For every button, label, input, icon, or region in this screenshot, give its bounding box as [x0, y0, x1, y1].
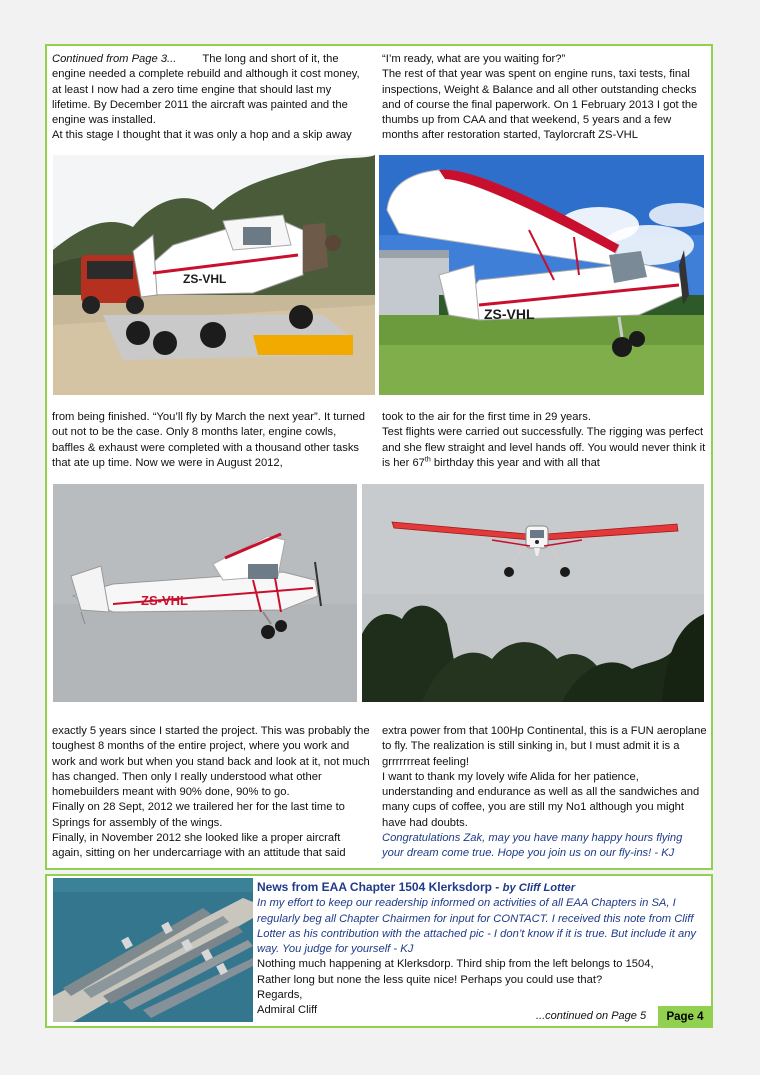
ordinal-suffix: th — [424, 456, 431, 464]
article-paragraph: from being finished. “You’ll fly by March the next year”. It turned out not to be the case. Only 8 months later, engine cowls, baffles & exhaust were completed with a thousand other tasks that ate up time. Now we were in August 2012, — [52, 411, 365, 469]
article-col2-block2 — [382, 410, 707, 471]
article-paragraph: Finally, in November 2012 she looked like a proper aircraft again, sitting on her undercarriage with an attitude that said — [52, 832, 346, 860]
article-paragraph: took to the air for the first time in 29 years. — [382, 411, 591, 423]
article-col1-block2 — [52, 410, 370, 471]
continued-on-label: ...continued on Page 5 — [536, 1010, 647, 1022]
photo-plane-on-trailer — [53, 155, 375, 395]
photo-naval-ships — [53, 878, 253, 1022]
article-paragraph: The long and short of it, the engine needed a complete rebuild and although it cost money, at least I now had a zero time engine that should last my lifetime. By December 2011 the aircraft was painted and the engine was installed. — [52, 53, 360, 127]
continued-from-label: Continued from Page 3... — [52, 53, 177, 65]
news-body-line: Rather long but none the less quite nice! Perhaps you could use that? — [257, 973, 603, 986]
reg-mark-label: ZS-VHL — [183, 272, 227, 286]
reg-mark-label: ZS-VHL — [484, 306, 535, 322]
article-paragraph: exactly 5 years since I started the project. This was probably the toughest 8 months of the entire project, where you work and work and work but when you stand back and look at it, not much has changed. Then only I really understood what other homebuilders meant with 90% done, 90% to go. — [52, 725, 370, 799]
news-text — [257, 880, 709, 1019]
photo-plane-in-flight-front — [362, 484, 704, 702]
article-paragraph: At this stage I thought that it was only a hop and a skip away — [52, 129, 352, 142]
article-paragraph: birthday this year and with all that — [430, 456, 600, 469]
news-byline: by Cliff Lotter — [502, 882, 576, 894]
article-col2-block3 — [382, 724, 707, 862]
article-col1-block3 — [52, 724, 370, 862]
article-paragraph: extra power from that 100Hp Continental, this is a FUN aeroplane to fly. The realization is still sinking in, but I must admit it is a grrrrrrreat feeling! — [382, 725, 707, 768]
article-paragraph: I want to thank my lovely wife Alida for her patience, understanding and endurance as well as all the sandwiches and many cups of coffee, you are still my No1 although you might have had doubts. — [382, 770, 700, 829]
news-body-line: Regards, — [257, 989, 303, 1002]
news-body-line: Admiral Cliff — [257, 1004, 318, 1017]
news-editor-intro: In my effort to keep our readership informed on activities of all EAA Chapters in SA, I regularly beg all Chapter Chairmen for input for CONTACT. I received this note from Cliff Lotter as his contribution with the attached pic - I don’t know if it is true. But include it any way. You judge for yourself - KJ — [257, 897, 697, 956]
article-col2-block1 — [382, 52, 707, 144]
photo-plane-in-flight-side — [53, 484, 357, 702]
article-col1-block1 — [52, 52, 370, 144]
article-paragraph: Finally on 28 Sept, 2012 we trailered her for the last time to Springs for assembly of the wings. — [52, 801, 345, 829]
page-number-badge: Page 4 — [658, 1006, 712, 1028]
reg-mark-label: ZS-VHL — [141, 593, 188, 608]
article-paragraph: “I’m ready, what are you waiting for?” — [382, 53, 566, 65]
article-paragraph: The rest of that year was spent on engine runs, taxi tests, final inspections, Weight & Balance and all other outstanding checks and of course the final paperwork. On 1 February 2013 I got the thumbs up from CAA and that weekend, 5 years and a few months after restoration started, Taylorcraft ZS-VHL — [382, 68, 698, 142]
article-paragraph: Test flights were carried out successfully. The rigging was perfect and she flew straight and level hands off. You would never think it is her 67 — [382, 426, 706, 469]
news-body-line: Nothing much happening at Klerksdorp. Third ship from the left belongs to 1504, — [257, 958, 654, 971]
editor-note: Congratulations Zak, may you have many happy hours flying your dream come true. Hope you join us on our fly-ins! - KJ — [382, 832, 683, 860]
photo-plane-on-grass — [379, 155, 704, 395]
news-title: News from EAA Chapter 1504 Klerksdorp - — [257, 880, 503, 894]
